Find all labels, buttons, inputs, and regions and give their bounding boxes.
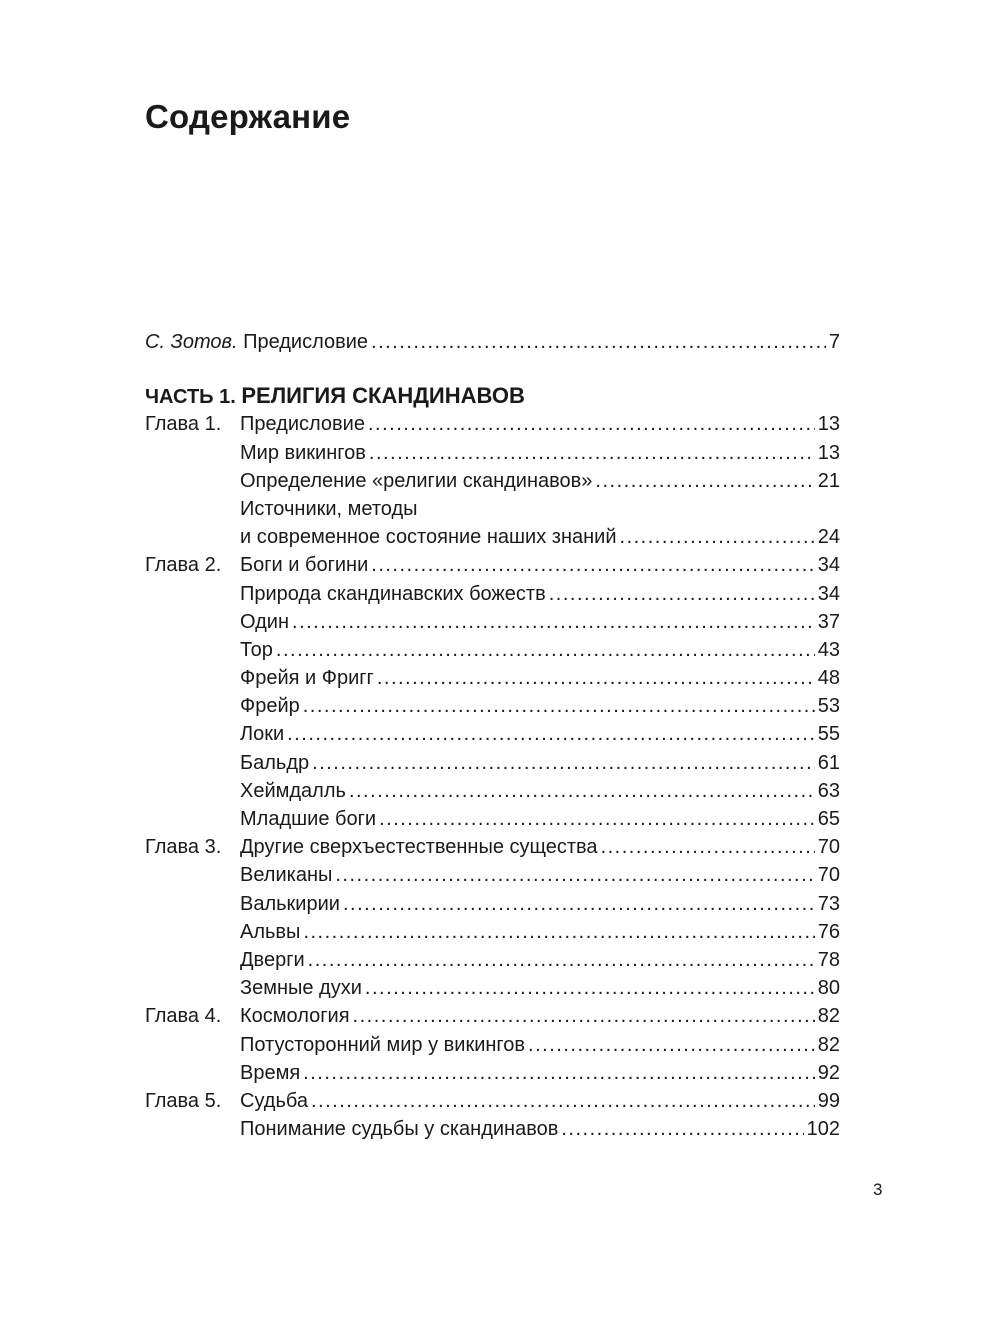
page-title: Содержание — [145, 98, 351, 135]
preface-page: 7 — [828, 331, 840, 353]
entry-page: 76 — [817, 920, 840, 943]
entry-page: 37 — [817, 610, 840, 633]
entry-page: 82 — [817, 1005, 840, 1028]
entry-title: Один — [240, 610, 290, 633]
dot-leader — [595, 467, 814, 495]
chapter-label: Глава 1. — [145, 413, 222, 436]
chapter-label: Глава 2. — [145, 554, 222, 577]
dot-leader — [303, 918, 814, 946]
entry-title: Земные духи — [240, 977, 362, 1000]
chapter-label: Глава 4. — [145, 1005, 222, 1028]
toc-entry[interactable] — [145, 551, 840, 579]
entry-title: Космология — [240, 1005, 350, 1028]
entry-page: 102 — [806, 1118, 840, 1141]
entry-page: 80 — [817, 977, 840, 1000]
entry-page: 78 — [817, 948, 840, 971]
toc-entry[interactable] — [145, 833, 840, 861]
entry-title: и современное состояние наших знаний — [240, 526, 617, 549]
toc-entry[interactable] — [145, 720, 840, 748]
dot-leader — [287, 720, 815, 748]
entry-page: 21 — [817, 469, 840, 492]
entry-title: Определение «религии скандинавов» — [240, 469, 593, 492]
entry-title: Валькирии — [240, 892, 340, 915]
entry-page: 65 — [817, 808, 840, 830]
preface-author: С. Зотов. — [145, 331, 238, 353]
entry-page: 70 — [817, 864, 840, 887]
entry-page: 43 — [817, 638, 840, 661]
toc-entry[interactable] — [145, 410, 840, 438]
entry-page: 92 — [817, 1061, 840, 1084]
dot-leader — [292, 608, 815, 636]
part-title: РЕЛИГИЯ СКАНДИНАВОВ — [241, 383, 525, 409]
dot-leader — [312, 749, 815, 777]
toc-entry[interactable] — [145, 890, 840, 918]
entry-title: Локи — [240, 723, 285, 746]
preface-title: Предисловие — [243, 331, 369, 353]
dot-leader — [377, 664, 815, 692]
dot-leader — [335, 861, 814, 889]
entry-page: 63 — [817, 779, 840, 802]
dot-leader — [601, 833, 815, 861]
toc-entry[interactable] — [145, 1002, 840, 1030]
entry-title: Тор — [240, 638, 273, 661]
toc-entry[interactable] — [145, 1059, 840, 1087]
toc-entry[interactable] — [145, 946, 840, 974]
dot-leader — [276, 636, 815, 664]
toc-entry[interactable] — [145, 580, 840, 608]
entry-title: Дверги — [240, 948, 305, 971]
entry-title: Фрейр — [240, 695, 300, 718]
entry-page: 70 — [817, 836, 840, 859]
dot-leader — [371, 328, 826, 356]
page-number: 3 — [873, 1180, 883, 1199]
toc-entry-preface[interactable] — [145, 328, 840, 356]
toc-entry[interactable] — [145, 777, 840, 805]
entry-page: 99 — [817, 1089, 840, 1112]
dot-leader — [528, 1031, 815, 1059]
dot-leader — [365, 974, 815, 1002]
dot-leader — [303, 1059, 815, 1087]
toc-entry[interactable] — [145, 467, 840, 495]
part-prefix: ЧАСТЬ 1. — [145, 386, 236, 409]
entry-page: 34 — [817, 554, 840, 577]
entry-title: Младшие боги — [240, 808, 377, 830]
entry-page: 82 — [817, 1033, 840, 1056]
toc-entry[interactable] — [145, 692, 840, 720]
chapter-label: Глава 5. — [145, 1089, 222, 1112]
dot-leader — [368, 410, 815, 438]
entry-page: 13 — [817, 413, 840, 436]
toc-entry[interactable] — [145, 1031, 840, 1059]
entry-title: Природа скандинавских божеств — [240, 582, 546, 605]
toc-entry[interactable] — [145, 805, 840, 833]
dot-leader — [353, 1002, 815, 1030]
entry-title: Бальдр — [240, 751, 310, 774]
entry-page: 34 — [817, 582, 840, 605]
toc-entry[interactable] — [145, 861, 840, 889]
dot-leader — [308, 946, 815, 974]
entry-title: Другие сверхъестественные существа — [240, 836, 598, 859]
dot-leader — [343, 890, 815, 918]
entry-page: 55 — [817, 723, 840, 746]
dot-leader — [561, 1115, 803, 1143]
entry-title: Фрейя и Фригг — [240, 667, 374, 690]
toc-entry[interactable] — [145, 664, 840, 692]
entry-page: 61 — [817, 751, 840, 774]
entry-page: 73 — [817, 892, 840, 915]
entry-title: Хеймдалль — [240, 779, 346, 802]
dot-leader — [379, 805, 815, 833]
dot-leader — [371, 551, 814, 579]
entry-title: Великаны — [240, 864, 333, 887]
toc-entry[interactable] — [145, 1087, 840, 1115]
entry-title: Потусторонний мир у викингов — [240, 1033, 526, 1056]
entry-title: Понимание судьбы у скандинавов — [240, 1118, 559, 1141]
entry-title: Источники, методы — [240, 497, 418, 520]
dot-leader — [311, 1087, 815, 1115]
entry-title: Мир викингов — [240, 441, 366, 464]
entry-page: 53 — [817, 695, 840, 718]
entry-title: Альвы — [240, 920, 301, 943]
dot-leader — [349, 777, 815, 805]
toc-entry[interactable] — [145, 523, 840, 551]
toc-entry[interactable] — [145, 749, 840, 777]
part-heading — [145, 382, 840, 410]
entry-title: Предисловие — [240, 413, 365, 436]
toc-entries — [145, 410, 840, 1143]
entry-title: Боги и богини — [240, 554, 369, 577]
toc-entry[interactable] — [145, 608, 840, 636]
toc-entry[interactable] — [145, 1115, 840, 1143]
entry-title: Время — [240, 1061, 301, 1084]
entry-page: 13 — [817, 441, 840, 464]
toc-entry[interactable] — [145, 636, 840, 664]
chapter-label: Глава 3. — [145, 836, 222, 859]
toc-entry[interactable] — [145, 439, 840, 467]
entry-page: 48 — [817, 667, 840, 690]
dot-leader — [369, 439, 815, 467]
dot-leader — [620, 523, 815, 551]
entry-page: 24 — [817, 526, 840, 549]
toc-entry[interactable] — [145, 974, 840, 1002]
toc-entry[interactable] — [145, 495, 840, 523]
toc-entry[interactable] — [145, 918, 840, 946]
dot-leader — [303, 692, 815, 720]
dot-leader — [549, 580, 815, 608]
entry-title: Судьба — [240, 1089, 308, 1112]
table-of-contents — [145, 328, 840, 1143]
